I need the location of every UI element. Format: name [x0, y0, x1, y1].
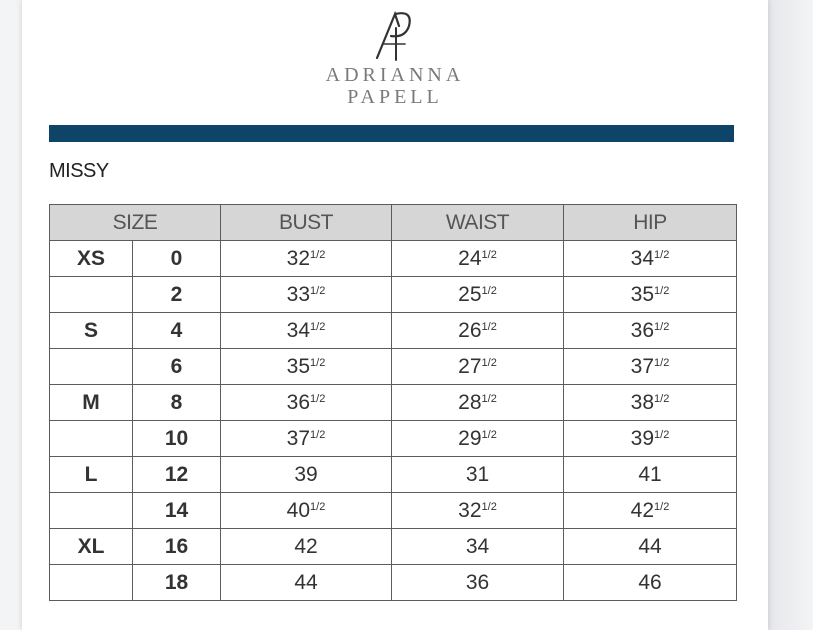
background-strip: [768, 0, 813, 630]
waist-value: 26: [458, 318, 482, 342]
size-letter-cell: [50, 349, 133, 385]
size-table: [49, 204, 737, 601]
hip-fraction: 1/2: [654, 500, 670, 513]
hip-cell: [564, 385, 737, 421]
waist-cell: [392, 421, 564, 457]
waist-value: 27: [458, 354, 482, 378]
waist-value: 24: [458, 246, 482, 270]
hip-value: 44: [638, 534, 662, 558]
bust-value: 40: [286, 498, 311, 522]
bust-cell: [221, 421, 392, 457]
hip-cell: [564, 457, 737, 493]
bust-cell: [221, 349, 392, 385]
brand-name-line1: ADRIANNA: [325, 64, 465, 86]
waist-fraction: 1/2: [481, 284, 497, 297]
bust-fraction: 1/2: [310, 248, 326, 261]
size-letter-cell: XL: [50, 529, 133, 565]
waist-fraction: 1/2: [481, 248, 497, 261]
hip-fraction: 1/2: [654, 428, 670, 441]
hip-fraction: 1/2: [654, 356, 670, 369]
size-number-cell: 14: [133, 493, 221, 529]
brand-logo: [22, 6, 768, 108]
hip-value: 36: [630, 318, 655, 342]
size-number-cell: 0: [133, 241, 221, 277]
waist-cell: [392, 529, 564, 565]
waist-cell: [392, 457, 564, 493]
size-number-cell: 18: [133, 565, 221, 601]
table-header-row: [50, 205, 737, 241]
hip-value: 46: [638, 570, 662, 594]
hip-value: 38: [630, 390, 655, 414]
waist-fraction: 1/2: [481, 392, 497, 405]
bust-cell: [221, 277, 392, 313]
hip-value: 35: [630, 282, 655, 306]
waist-fraction: 1/2: [481, 500, 497, 513]
waist-cell: [392, 277, 564, 313]
waist-value: 28: [458, 390, 482, 414]
bust-fraction: 1/2: [310, 284, 326, 297]
waist-value: 25: [458, 282, 482, 306]
waist-value: 34: [465, 534, 490, 558]
size-number-cell: 2: [133, 277, 221, 313]
bust-fraction: 1/2: [310, 320, 326, 333]
bust-cell: [221, 565, 392, 601]
hip-fraction: 1/2: [654, 320, 670, 333]
size-number-cell: 16: [133, 529, 221, 565]
brand-name-line2: PAPELL: [347, 86, 443, 108]
size-number-cell: 12: [133, 457, 221, 493]
waist-cell: [392, 493, 564, 529]
waist-cell: [392, 313, 564, 349]
header-size: SIZE: [50, 205, 221, 241]
bust-cell: [221, 529, 392, 565]
bust-value: 32: [286, 246, 311, 270]
size-number-cell: 4: [133, 313, 221, 349]
hip-cell: [564, 313, 737, 349]
table-row: [50, 565, 737, 601]
waist-value: 32: [458, 498, 482, 522]
bust-value: 37: [286, 426, 311, 450]
size-letter-cell: [50, 493, 133, 529]
waist-cell: [392, 349, 564, 385]
bust-value: 42: [294, 534, 318, 558]
table-row: [50, 529, 737, 565]
size-letter-cell: XS: [50, 241, 133, 277]
bust-cell: [221, 313, 392, 349]
table-row: [50, 421, 737, 457]
monogram-icon: [365, 6, 425, 64]
table-row: [50, 493, 737, 529]
size-letter-cell: L: [50, 457, 133, 493]
waist-value: 31: [465, 462, 490, 486]
waist-cell: [392, 241, 564, 277]
hip-cell: [564, 349, 737, 385]
size-letter-cell: [50, 421, 133, 457]
bust-value: 33: [286, 282, 311, 306]
waist-cell: [392, 565, 564, 601]
size-number-cell: 10: [133, 421, 221, 457]
hip-cell: [564, 493, 737, 529]
waist-fraction: 1/2: [481, 356, 497, 369]
bust-fraction: 1/2: [310, 428, 326, 441]
hip-value: 34: [630, 246, 655, 270]
header-hip: HIP: [564, 205, 737, 241]
bust-fraction: 1/2: [310, 356, 326, 369]
waist-value: 29: [458, 426, 482, 450]
table-row: [50, 349, 737, 385]
waist-fraction: 1/2: [481, 320, 497, 333]
bust-value: 44: [294, 570, 318, 594]
waist-value: 36: [465, 570, 490, 594]
accent-bar: [49, 125, 734, 142]
table-row: [50, 277, 737, 313]
bust-fraction: 1/2: [310, 392, 326, 405]
size-letter-cell: [50, 277, 133, 313]
table-row: [50, 241, 737, 277]
hip-cell: [564, 241, 737, 277]
bust-cell: [221, 457, 392, 493]
hip-value: 37: [630, 354, 655, 378]
hip-fraction: 1/2: [654, 392, 670, 405]
waist-cell: [392, 385, 564, 421]
section-title: MISSY: [49, 160, 109, 182]
size-letter-cell: S: [50, 313, 133, 349]
hip-cell: [564, 529, 737, 565]
bust-cell: [221, 385, 392, 421]
hip-value: 42: [630, 498, 655, 522]
hip-cell: [564, 277, 737, 313]
size-letter-cell: M: [50, 385, 133, 421]
hip-value: 39: [630, 426, 655, 450]
table-row: [50, 385, 737, 421]
header-waist: WAIST: [392, 205, 564, 241]
bust-value: 39: [294, 462, 318, 486]
size-letter-cell: [50, 565, 133, 601]
hip-fraction: 1/2: [654, 248, 670, 261]
bust-cell: [221, 493, 392, 529]
table-row: [50, 457, 737, 493]
bust-fraction: 1/2: [310, 500, 326, 513]
bust-value: 35: [286, 354, 311, 378]
header-bust: BUST: [221, 205, 392, 241]
size-chart-page: [22, 0, 768, 630]
bust-value: 34: [286, 318, 311, 342]
hip-value: 41: [638, 462, 662, 486]
bust-value: 36: [286, 390, 311, 414]
bust-cell: [221, 241, 392, 277]
table-row: [50, 313, 737, 349]
hip-cell: [564, 565, 737, 601]
waist-fraction: 1/2: [481, 428, 497, 441]
hip-fraction: 1/2: [654, 284, 670, 297]
size-number-cell: 8: [133, 385, 221, 421]
size-number-cell: 6: [133, 349, 221, 385]
hip-cell: [564, 421, 737, 457]
